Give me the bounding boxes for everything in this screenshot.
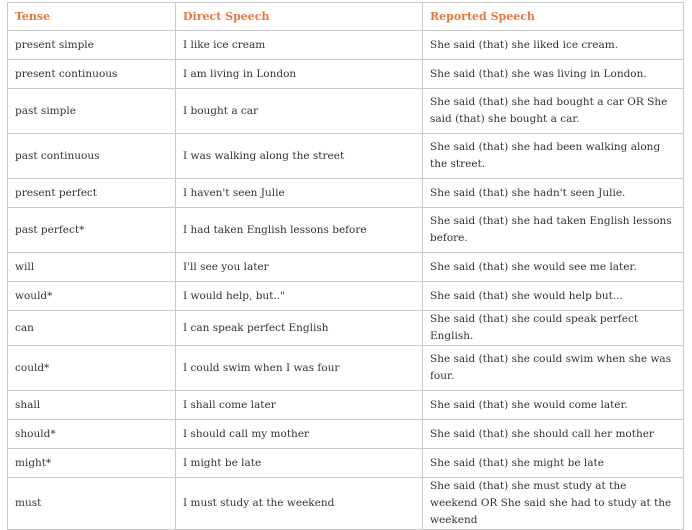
cell-reported: She said (that) she had been walking along the street. [423, 134, 684, 179]
cell-tense: could* [8, 346, 176, 391]
table-row [8, 282, 684, 311]
cell-direct: I could swim when I was four [176, 346, 423, 391]
cell-tense: present perfect [8, 179, 176, 208]
cell-tense: present continuous [8, 60, 176, 89]
table-row [8, 449, 684, 478]
tense-table-container [7, 2, 683, 530]
cell-reported: She said (that) she could swim when she was four. [423, 346, 684, 391]
cell-reported: She said (that) she should call her mother [423, 420, 684, 449]
cell-reported: She said (that) she might be late [423, 449, 684, 478]
cell-direct: I like ice cream [176, 31, 423, 60]
cell-reported: She said (that) she liked ice cream. [423, 31, 684, 60]
cell-reported: She said (that) she would see me later. [423, 253, 684, 282]
table-row [8, 60, 684, 89]
cell-reported: She said (that) she was living in London. [423, 60, 684, 89]
cell-direct: I had taken English lessons before [176, 208, 423, 253]
cell-direct: I must study at the weekend [176, 478, 423, 530]
table-row [8, 179, 684, 208]
cell-direct: I haven't seen Julie [176, 179, 423, 208]
header-direct-speech: Direct Speech [176, 3, 423, 31]
cell-reported: She said (that) she could speak perfect English. [423, 311, 684, 346]
table-row [8, 89, 684, 134]
table-row [8, 311, 684, 346]
table-row [8, 134, 684, 179]
cell-direct: I should call my mother [176, 420, 423, 449]
table-row [8, 346, 684, 391]
cell-reported: She said (that) she hadn't seen Julie. [423, 179, 684, 208]
cell-direct: I would help, but.." [176, 282, 423, 311]
cell-tense: can [8, 311, 176, 346]
table-row [8, 208, 684, 253]
cell-reported: She said (that) she must study at the weekend OR She said she had to study at the weekend [423, 478, 684, 530]
table-header-row [8, 3, 684, 31]
cell-tense: will [8, 253, 176, 282]
table-row [8, 31, 684, 60]
cell-tense: must [8, 478, 176, 530]
cell-direct: I'll see you later [176, 253, 423, 282]
table-row [8, 420, 684, 449]
cell-direct: I might be late [176, 449, 423, 478]
cell-tense: might* [8, 449, 176, 478]
cell-direct: I was walking along the street [176, 134, 423, 179]
cell-reported: She said (that) she would come later. [423, 391, 684, 420]
cell-reported: She said (that) she had bought a car OR She said (that) she bought a car. [423, 89, 684, 134]
cell-tense: past perfect* [8, 208, 176, 253]
cell-tense: shall [8, 391, 176, 420]
table-row [8, 253, 684, 282]
cell-tense: would* [8, 282, 176, 311]
header-tense: Tense [8, 3, 176, 31]
cell-tense: past simple [8, 89, 176, 134]
reported-speech-table [7, 2, 684, 530]
cell-direct: I shall come later [176, 391, 423, 420]
cell-direct: I bought a car [176, 89, 423, 134]
cell-direct: I can speak perfect English [176, 311, 423, 346]
cell-direct: I am living in London [176, 60, 423, 89]
header-reported-speech: Reported Speech [423, 3, 684, 31]
cell-tense: present simple [8, 31, 176, 60]
cell-tense: past continuous [8, 134, 176, 179]
cell-reported: She said (that) she had taken English lessons before. [423, 208, 684, 253]
cell-reported: She said (that) she would help but... [423, 282, 684, 311]
cell-tense: should* [8, 420, 176, 449]
table-row [8, 391, 684, 420]
table-row [8, 478, 684, 530]
